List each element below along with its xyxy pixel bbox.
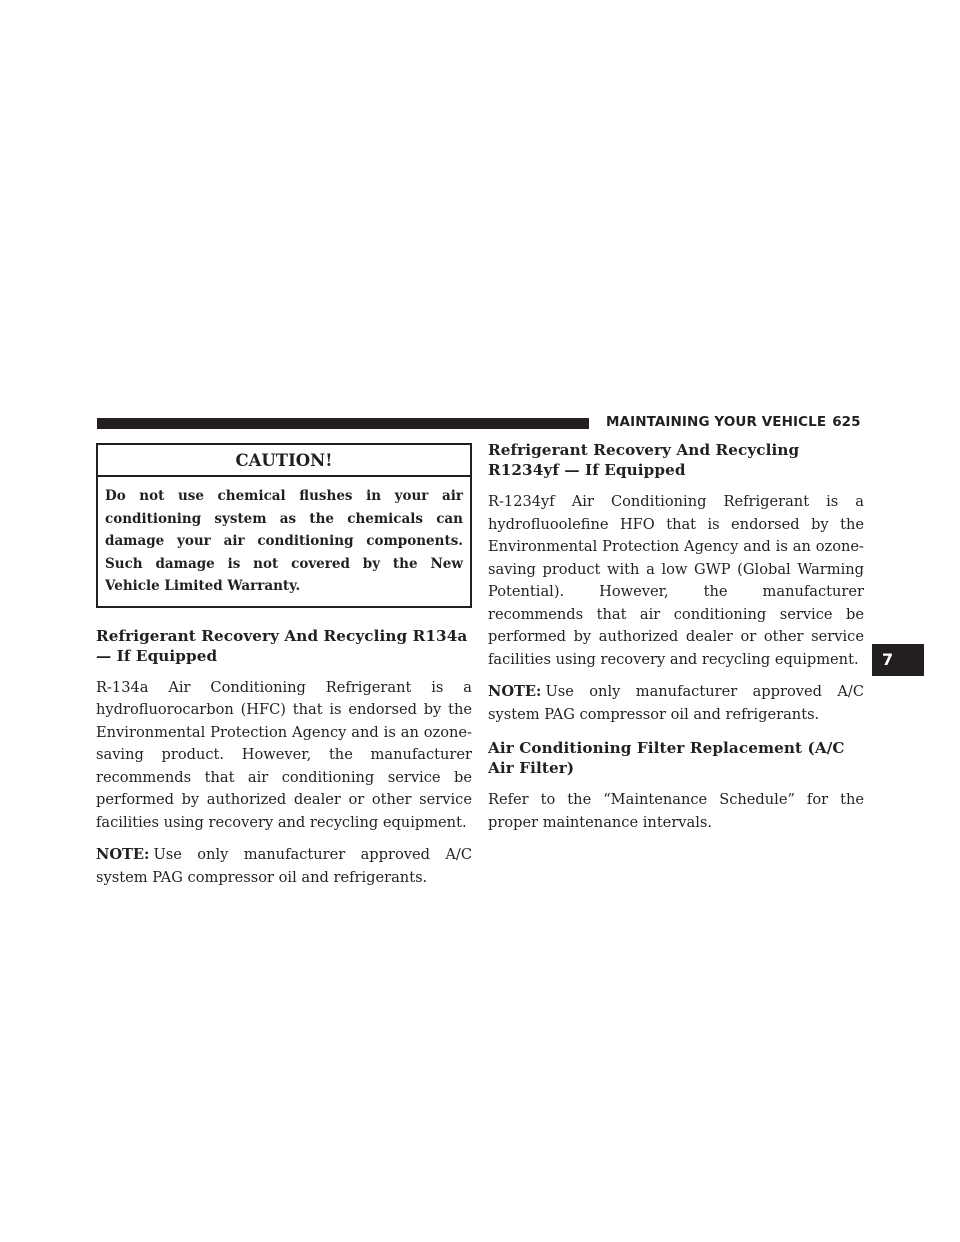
page-number: 625 — [832, 414, 861, 430]
note-label: NOTE: — [488, 683, 542, 700]
section-heading-filter: Air Conditioning Filter Replacement (A/C Air Filter) — [488, 739, 845, 777]
note-label: NOTE: — [96, 846, 150, 863]
note-text: Use only manufacturer approved A/C system PAG compressor oil and refrigerants. — [488, 683, 864, 723]
note-r1234yf — [488, 681, 864, 726]
note-r134a — [96, 844, 472, 889]
running-header — [606, 414, 866, 430]
section-heading-r134a: Refrigerant Recovery And Recycling R134a — If Equipped — [96, 626, 468, 665]
right-column — [488, 440, 864, 834]
note-text: Use only manufacturer approved A/C system PAG compressor oil and refrigerants. — [96, 846, 472, 886]
section-title: MAINTAINING YOUR VEHICLE — [606, 414, 827, 430]
section-heading-r1234yf: Refrigerant Recovery And Recycling R1234yf — If Equipped — [488, 441, 800, 479]
paragraph-r1234yf: R-1234yf Air Conditioning Refrigerant is a hydrofluoolefine HFO that is endorsed by the Environmental Protection Agency and is an ozone-saving product with a low GWP (Global Warming Potential). However, the manufacturer recommends that air conditioning service be performed by authorized dealer or other service facilities using recovery and recycling equipment. — [488, 493, 864, 668]
paragraph-filter: Refer to the “Maintenance Schedule” for the proper maintenance intervals. — [488, 791, 864, 831]
header-rule — [97, 418, 589, 429]
caution-box — [96, 443, 472, 608]
caution-title: CAUTION! — [98, 445, 470, 477]
paragraph-r134a: R-134a Air Conditioning Refrigerant is a hydrofluorocarbon (HFC) that is endorsed by the Environmental Protection Agency and is an ozone-saving product. However, the manufacturer recommends that air conditioning service be performed by authorized dealer or other service facilities using recovery and recycling equipment. — [96, 678, 472, 831]
chapter-tab: 7 — [872, 644, 924, 676]
left-column — [96, 440, 472, 889]
caution-text: Do not use chemical flushes in your air conditioning system as the chemicals can damage your air conditioning components. Such damage is not covered by the New Vehicle Limited Warranty. — [105, 488, 463, 594]
